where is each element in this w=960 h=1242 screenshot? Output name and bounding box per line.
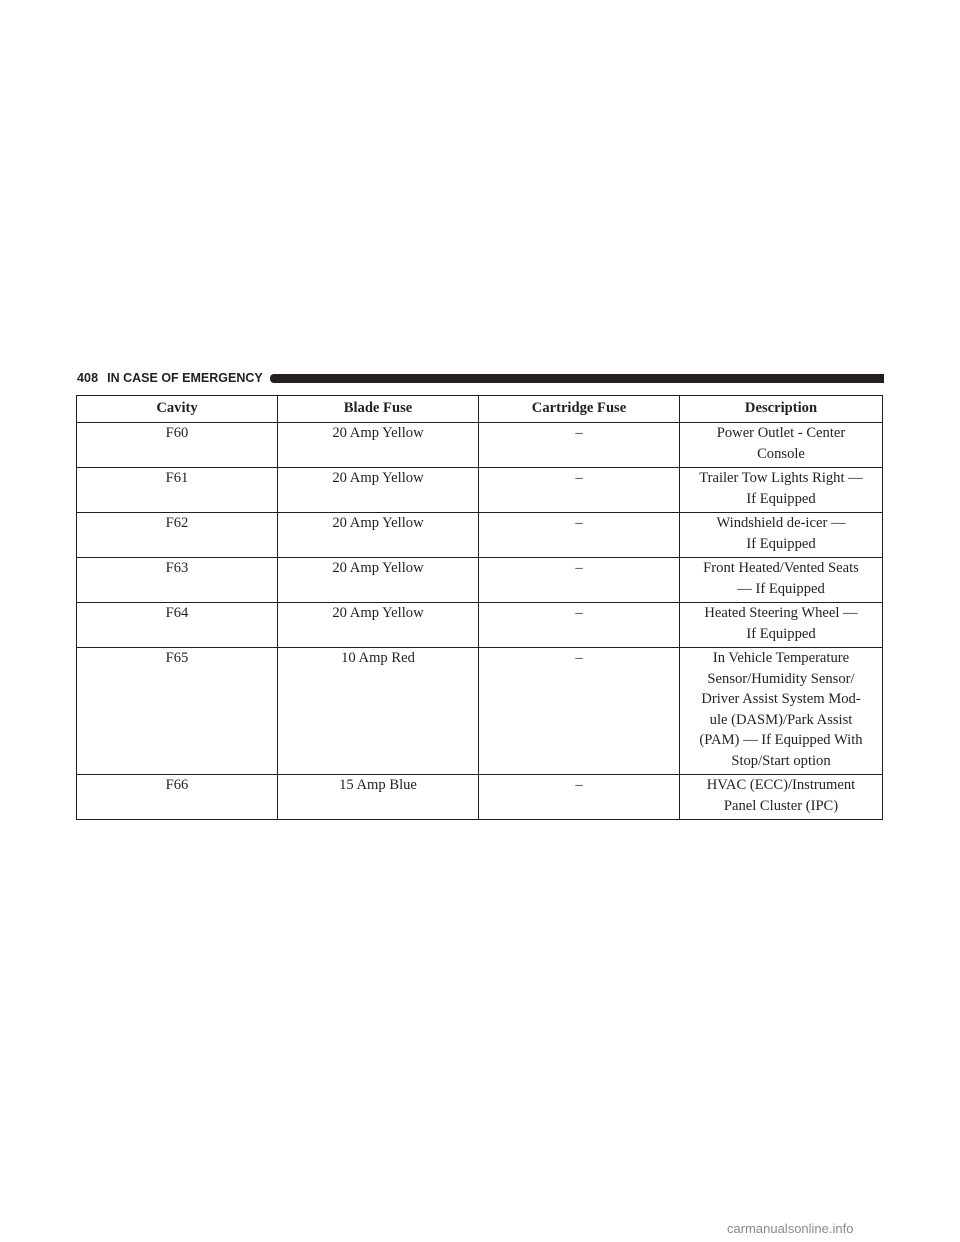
section-title: IN CASE OF EMERGENCY — [107, 371, 263, 385]
description-line: ule (DASM)/Park Assist — [709, 711, 853, 728]
description-line: Windshield de-icer — — [716, 515, 846, 531]
column-header-cavity: Cavity — [77, 396, 278, 423]
cell-description — [680, 648, 883, 775]
cell-cavity: F63 — [77, 558, 278, 603]
cell-description — [680, 423, 883, 468]
description-line: Driver Assist System Mod- — [701, 691, 861, 707]
cell-cartridge-fuse: – — [479, 423, 680, 468]
cell-cavity: F66 — [77, 775, 278, 820]
cell-description — [680, 603, 883, 648]
cell-cartridge-fuse: – — [479, 513, 680, 558]
cell-blade-fuse: 10 Amp Red — [278, 648, 479, 775]
description-line: In Vehicle Temperature — [712, 650, 850, 666]
fuse-table — [76, 395, 883, 820]
description-line: If Equipped — [746, 535, 816, 552]
cell-cartridge-fuse: – — [479, 468, 680, 513]
cell-blade-fuse: 20 Amp Yellow — [278, 468, 479, 513]
header-rule — [270, 374, 884, 383]
page-header — [77, 370, 884, 386]
description-line: If Equipped — [746, 490, 816, 507]
cell-blade-fuse: 20 Amp Yellow — [278, 558, 479, 603]
column-header-description: Description — [680, 396, 883, 423]
cell-cartridge-fuse: – — [479, 603, 680, 648]
column-header-cartridge-fuse: Cartridge Fuse — [479, 396, 680, 423]
description-line: If Equipped — [746, 625, 816, 642]
description-line: Heated Steering Wheel — — [704, 605, 858, 621]
cell-blade-fuse: 15 Amp Blue — [278, 775, 479, 820]
description-line: HVAC (ECC)/Instrument — [706, 777, 856, 793]
table-row — [77, 513, 883, 558]
page-number: 408 — [77, 371, 99, 385]
cell-cavity: F60 — [77, 423, 278, 468]
cell-description — [680, 513, 883, 558]
cell-cavity: F62 — [77, 513, 278, 558]
description-line: Power Outlet - Center — [716, 425, 846, 441]
table-row — [77, 603, 883, 648]
cell-blade-fuse: 20 Amp Yellow — [278, 603, 479, 648]
table-row — [77, 468, 883, 513]
description-line: Panel Cluster (IPC) — [723, 797, 839, 814]
cell-blade-fuse: 20 Amp Yellow — [278, 513, 479, 558]
cell-description — [680, 468, 883, 513]
table-header-row — [77, 396, 883, 423]
cell-cartridge-fuse: – — [479, 558, 680, 603]
table-row — [77, 423, 883, 468]
cell-cartridge-fuse: – — [479, 648, 680, 775]
cell-cavity: F61 — [77, 468, 278, 513]
table-row — [77, 775, 883, 820]
table-body — [77, 423, 883, 820]
watermark: carmanualsonline.info — [727, 1221, 854, 1236]
table-row — [77, 558, 883, 603]
description-line: (PAM) — If Equipped With — [699, 732, 863, 748]
description-line: Trailer Tow Lights Right — — [699, 470, 863, 486]
cell-cartridge-fuse: – — [479, 775, 680, 820]
cell-description — [680, 558, 883, 603]
cell-cavity: F65 — [77, 648, 278, 775]
table-row — [77, 648, 883, 775]
cell-cavity: F64 — [77, 603, 278, 648]
column-header-blade-fuse: Blade Fuse — [278, 396, 479, 423]
description-line: Console — [757, 445, 805, 462]
description-line: Sensor/Humidity Sensor/ — [707, 670, 855, 687]
cell-description — [680, 775, 883, 820]
cell-blade-fuse: 20 Amp Yellow — [278, 423, 479, 468]
description-line: Stop/Start option — [731, 752, 831, 769]
description-line: — If Equipped — [737, 580, 825, 597]
description-line: Front Heated/Vented Seats — [703, 560, 859, 576]
